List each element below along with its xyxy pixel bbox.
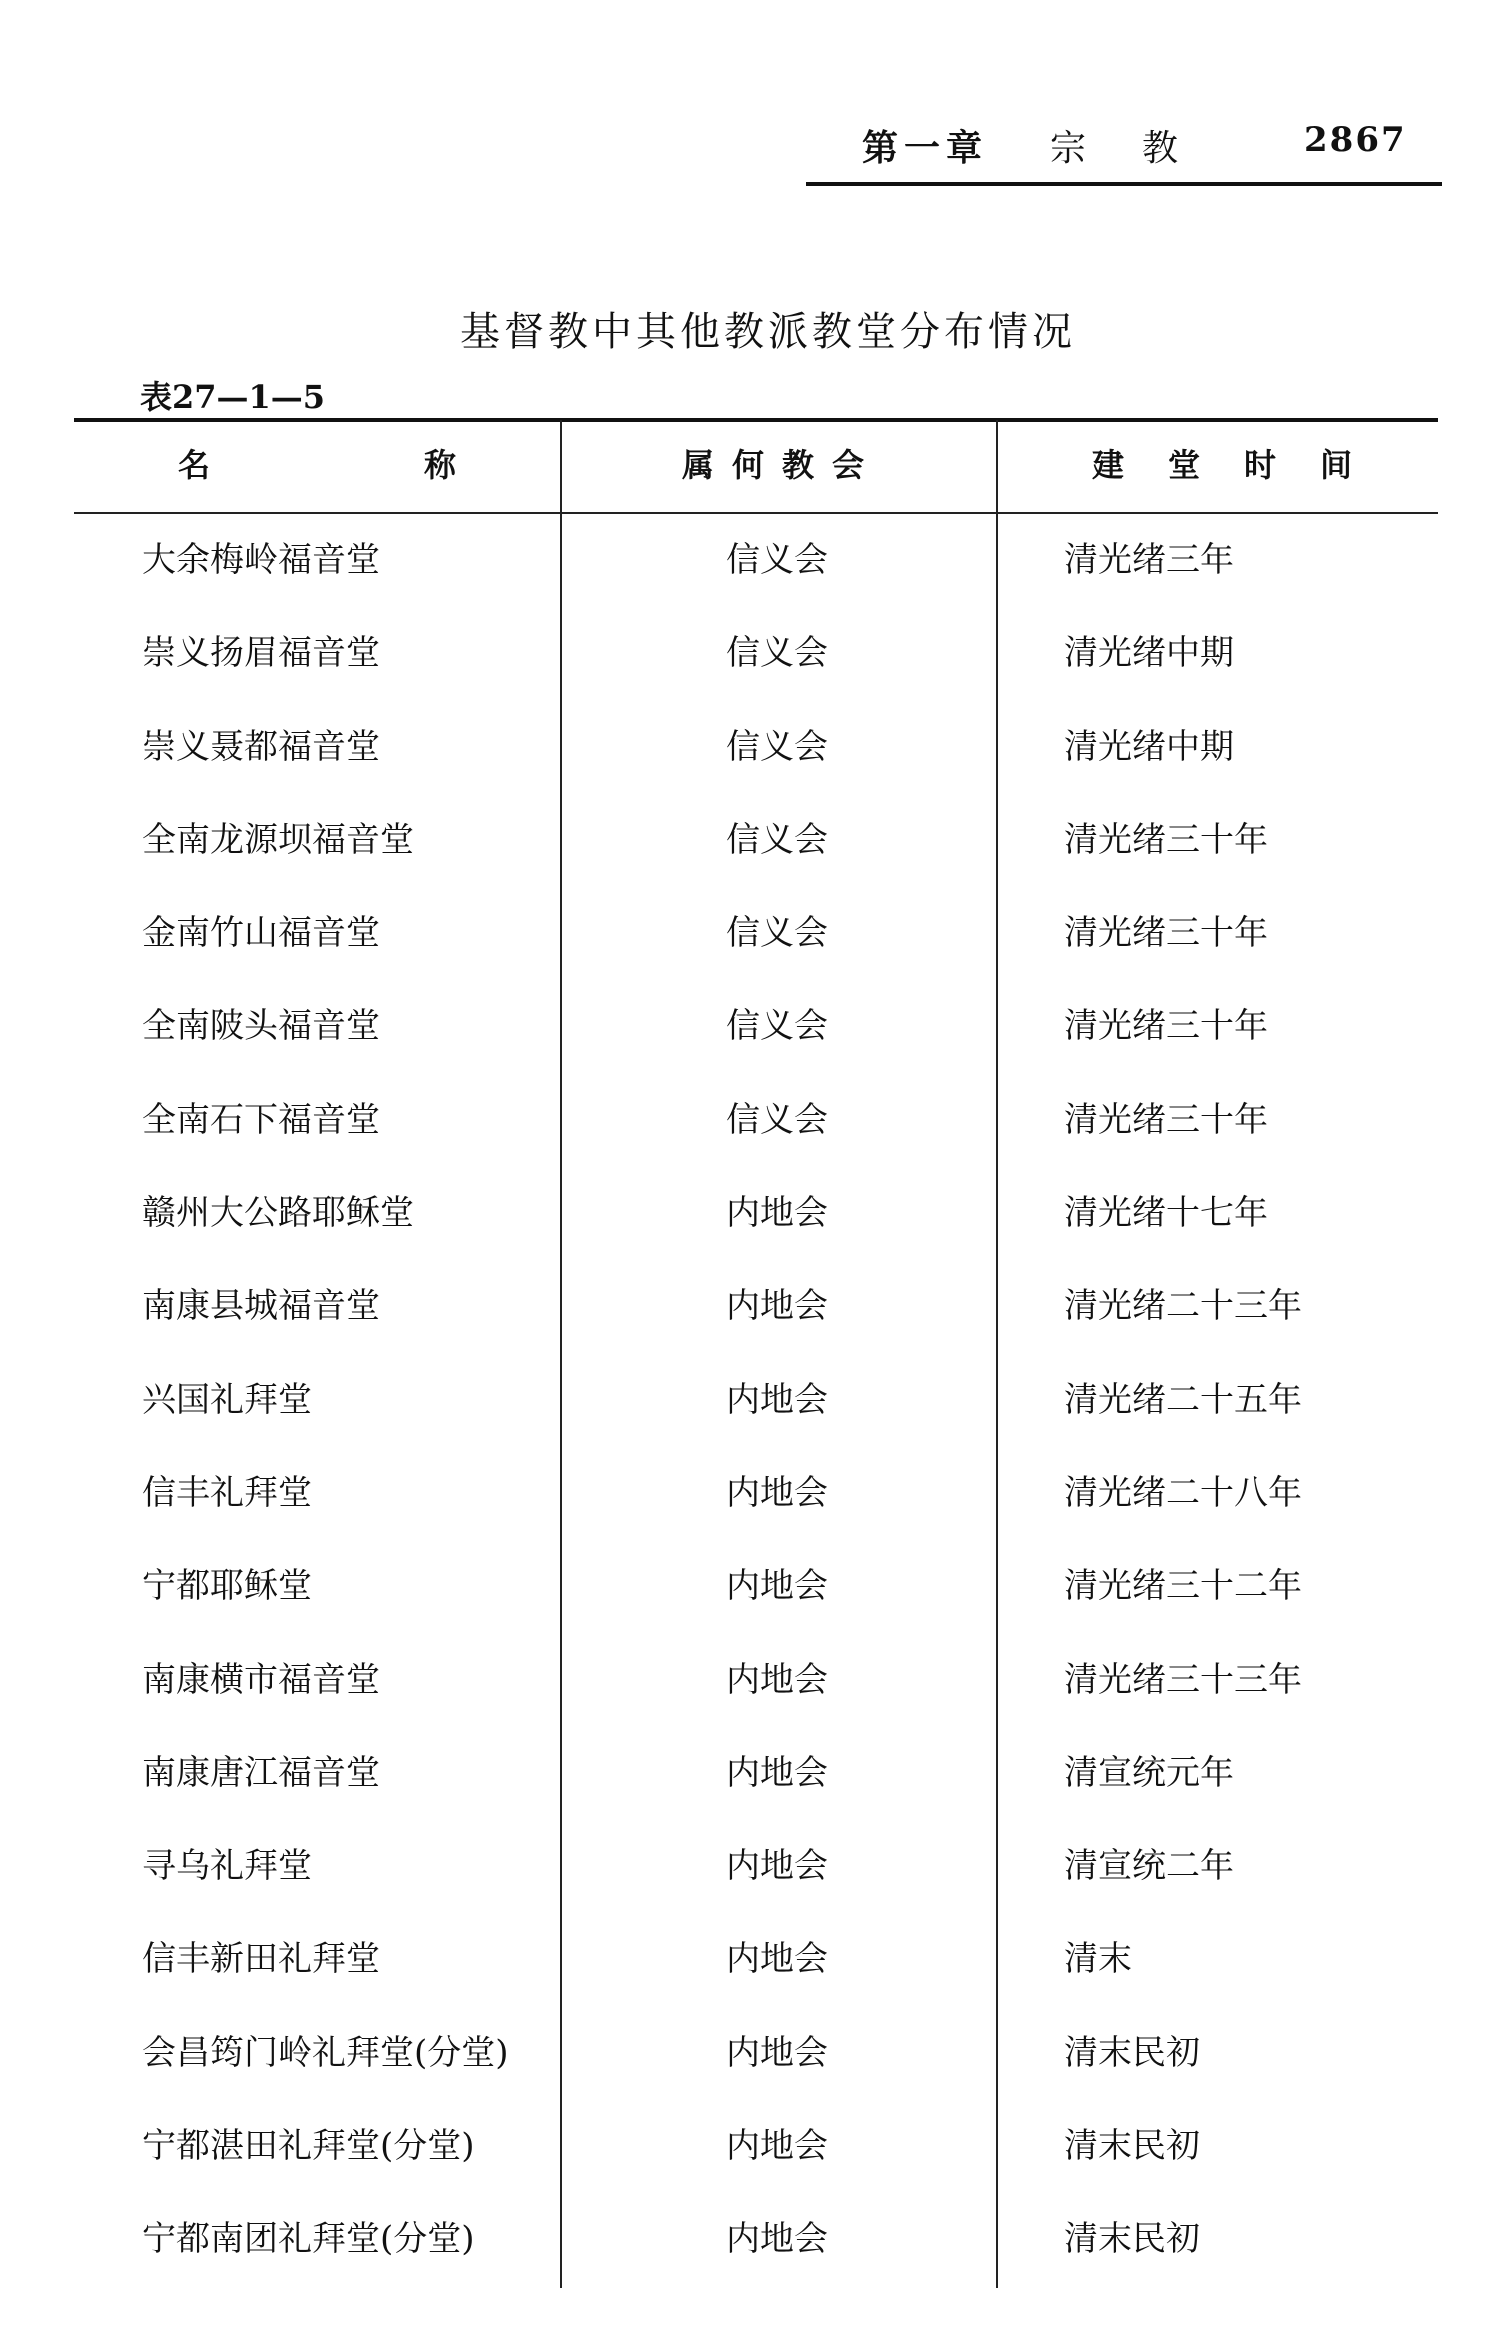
founding-time-cell: 清光绪十七年 (1064, 1193, 1268, 1234)
table-row (0, 897, 1500, 990)
church-name-cell: 兴国礼拜堂 (142, 1379, 312, 1420)
church-name-cell: 宁都耶稣堂 (142, 1566, 312, 1607)
founding-time-cell: 清光绪二十三年 (1064, 1286, 1302, 1327)
denomination-cell: 内地会 (726, 1939, 828, 1980)
founding-time-cell: 清宣统二年 (1064, 1846, 1234, 1887)
founding-time-cell: 清光绪三十三年 (1064, 1659, 1302, 1700)
founding-time-cell: 清光绪三十年 (1064, 819, 1268, 860)
table-body (0, 524, 1500, 2297)
church-name-cell: 南康县城福音堂 (142, 1286, 380, 1327)
church-name-cell: 全南陂头福音堂 (142, 1006, 380, 1047)
founding-time-cell: 清宣统元年 (1064, 1752, 1234, 1793)
table-header-rule (74, 512, 1438, 514)
table-row (0, 804, 1500, 897)
founding-time-cell: 清末 (1064, 1939, 1132, 1980)
table-number: 表27—1—5 (140, 378, 326, 416)
founding-time-cell: 清光绪三十二年 (1064, 1566, 1302, 1607)
founding-time-cell: 清末民初 (1064, 2219, 1200, 2260)
header-chapter: 第一章 (862, 127, 989, 169)
denomination-cell: 信义会 (726, 1006, 828, 1047)
table-row (0, 990, 1500, 1083)
denomination-cell: 内地会 (726, 2219, 828, 2260)
church-name-cell: 宁都湛田礼拜堂(分堂) (142, 2126, 475, 2167)
denomination-cell: 内地会 (726, 1566, 828, 1607)
table-row (0, 711, 1500, 804)
denomination-cell: 信义会 (726, 819, 828, 860)
founding-time-cell: 清末民初 (1064, 2126, 1200, 2167)
denomination-cell: 信义会 (726, 726, 828, 767)
founding-time-cell: 清光绪中期 (1064, 633, 1234, 674)
founding-time-cell: 清光绪二十五年 (1064, 1379, 1302, 1420)
denomination-cell: 内地会 (726, 1472, 828, 1513)
table-row (0, 1644, 1500, 1737)
denomination-cell: 内地会 (726, 1752, 828, 1793)
founding-time-cell: 清光绪三年 (1064, 540, 1234, 580)
church-name-cell: 信丰新田礼拜堂 (142, 1939, 380, 1980)
page-number: 2867 (1304, 120, 1407, 160)
church-name-cell: 寻乌礼拜堂 (142, 1846, 312, 1887)
table-row (0, 1830, 1500, 1923)
founding-time-cell: 清光绪中期 (1064, 726, 1234, 767)
denomination-cell: 信义会 (726, 1099, 828, 1140)
church-name-cell: 全南石下福音堂 (142, 1099, 380, 1140)
church-name-cell: 会昌筠门岭礼拜堂(分堂) (142, 2032, 509, 2073)
founding-time-cell: 清光绪三十年 (1064, 1099, 1268, 1140)
table-row (0, 2110, 1500, 2203)
table-row (0, 1270, 1500, 1363)
denomination-cell: 信义会 (726, 540, 828, 580)
founding-time-cell: 清末民初 (1064, 2032, 1200, 2073)
column-header-time: 建堂时间 (1092, 446, 1397, 484)
church-name-cell: 赣州大公路耶稣堂 (142, 1193, 414, 1234)
church-name-cell: 信丰礼拜堂 (142, 1472, 312, 1513)
column-header-church: 属何教会 (682, 446, 883, 484)
church-name-cell: 全南龙源坝福音堂 (142, 819, 414, 860)
denomination-cell: 内地会 (726, 1379, 828, 1420)
table-row (0, 1737, 1500, 1830)
denomination-cell: 内地会 (726, 2032, 828, 2073)
table-row (0, 524, 1500, 617)
church-name-cell: 南康横市福音堂 (142, 1659, 380, 1700)
header-topic: 宗教 (1050, 128, 1235, 169)
church-name-cell: 崇义扬眉福音堂 (142, 633, 380, 674)
founding-time-cell: 清光绪三十年 (1064, 1006, 1268, 1047)
table-title: 基督教中其他教派教堂分布情况 (460, 309, 1076, 355)
table-row (0, 1084, 1500, 1177)
church-name-cell: 崇义聂都福音堂 (142, 726, 380, 767)
church-name-cell: 南康唐江福音堂 (142, 1752, 380, 1793)
column-header-name-part1: 名 (178, 446, 211, 484)
denomination-cell: 内地会 (726, 2126, 828, 2167)
header-rule (806, 182, 1442, 186)
table-row (0, 617, 1500, 710)
church-name-cell: 金南竹山福音堂 (142, 913, 380, 954)
founding-time-cell: 清光绪三十年 (1064, 913, 1268, 954)
table-row (0, 1550, 1500, 1643)
church-name-cell: 大余梅岭福音堂 (142, 540, 380, 580)
table-row (0, 1457, 1500, 1550)
table-top-rule (74, 418, 1438, 422)
table-row (0, 2203, 1500, 2296)
table-row (0, 1177, 1500, 1270)
table-row (0, 1364, 1500, 1457)
denomination-cell: 内地会 (726, 1286, 828, 1327)
column-header-name-part2: 称 (424, 446, 457, 484)
table-row (0, 1923, 1500, 2016)
denomination-cell: 内地会 (726, 1659, 828, 1700)
denomination-cell: 内地会 (726, 1846, 828, 1887)
denomination-cell: 信义会 (726, 633, 828, 674)
church-name-cell: 宁都南团礼拜堂(分堂) (142, 2219, 475, 2260)
table-row (0, 2017, 1500, 2110)
running-header (806, 120, 1440, 180)
denomination-cell: 信义会 (726, 913, 828, 954)
denomination-cell: 内地会 (726, 1193, 828, 1234)
founding-time-cell: 清光绪二十八年 (1064, 1472, 1302, 1513)
